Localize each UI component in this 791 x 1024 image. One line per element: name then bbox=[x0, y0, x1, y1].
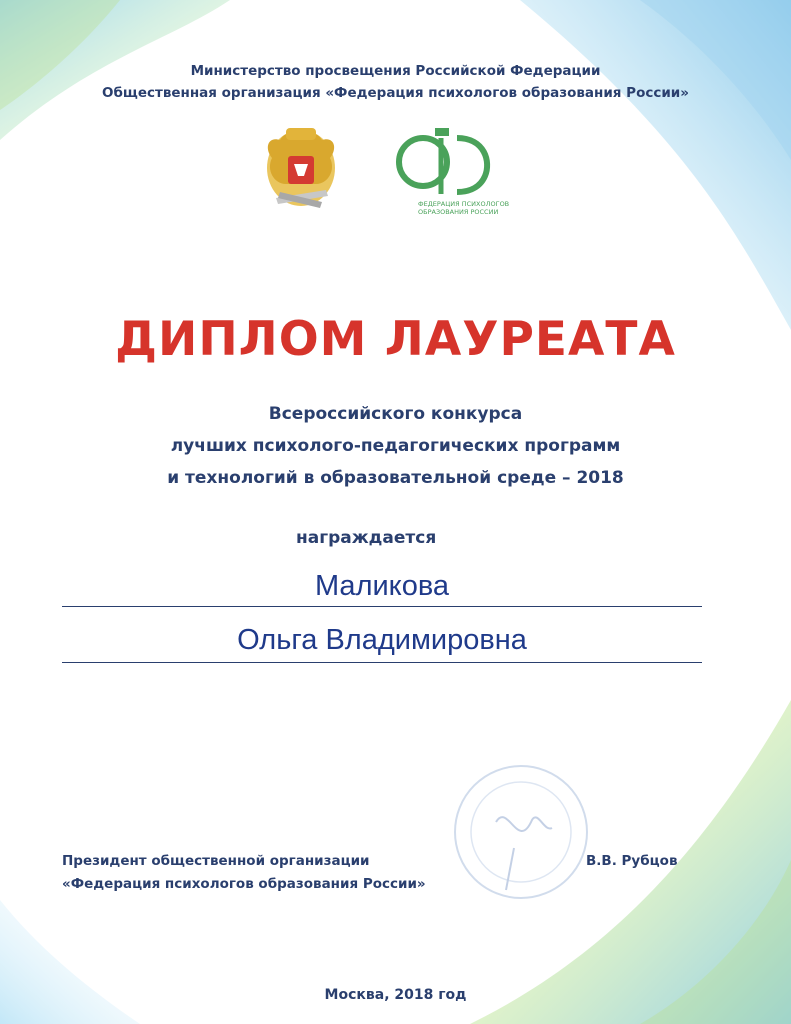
recipient-surname: Маликова bbox=[314, 570, 450, 602]
signatory-position-line1: Президент общественной организации bbox=[62, 853, 370, 869]
recipient-given-names: Ольга Владимировна bbox=[237, 624, 527, 656]
diploma-title: ДИПЛОМ ЛАУРЕАТА bbox=[115, 312, 676, 367]
round-stamp-icon bbox=[448, 762, 594, 902]
given-names-underline bbox=[62, 662, 702, 663]
contest-subtitle-line2: лучших психолого-педагогических программ bbox=[170, 436, 621, 456]
signatory-position-line2: «Федерация психологов образования России» bbox=[62, 876, 426, 892]
awarded-label: награждается bbox=[296, 528, 437, 548]
fpo-caption-line1: ФЕДЕРАЦИЯ ПСИХОЛОГОВ bbox=[418, 200, 510, 208]
organization-line: Общественная организация «Федерация психологов образования России» bbox=[102, 85, 689, 101]
fpo-logo-icon bbox=[395, 122, 495, 198]
ministry-line: Министерство просвещения Российской Федерации bbox=[190, 63, 601, 79]
coat-of-arms-icon bbox=[258, 118, 344, 216]
contest-subtitle-line3: и технологий в образовательной среде – 2018 bbox=[167, 468, 624, 488]
surname-underline bbox=[62, 606, 702, 607]
city-year: Москва, 2018 год bbox=[324, 987, 467, 1003]
signatory-name: В.В. Рубцов bbox=[586, 853, 678, 869]
contest-subtitle-line1: Всероссийского конкурса bbox=[268, 404, 523, 424]
fpo-caption-line2: ОБРАЗОВАНИЯ РОССИИ bbox=[418, 208, 499, 216]
